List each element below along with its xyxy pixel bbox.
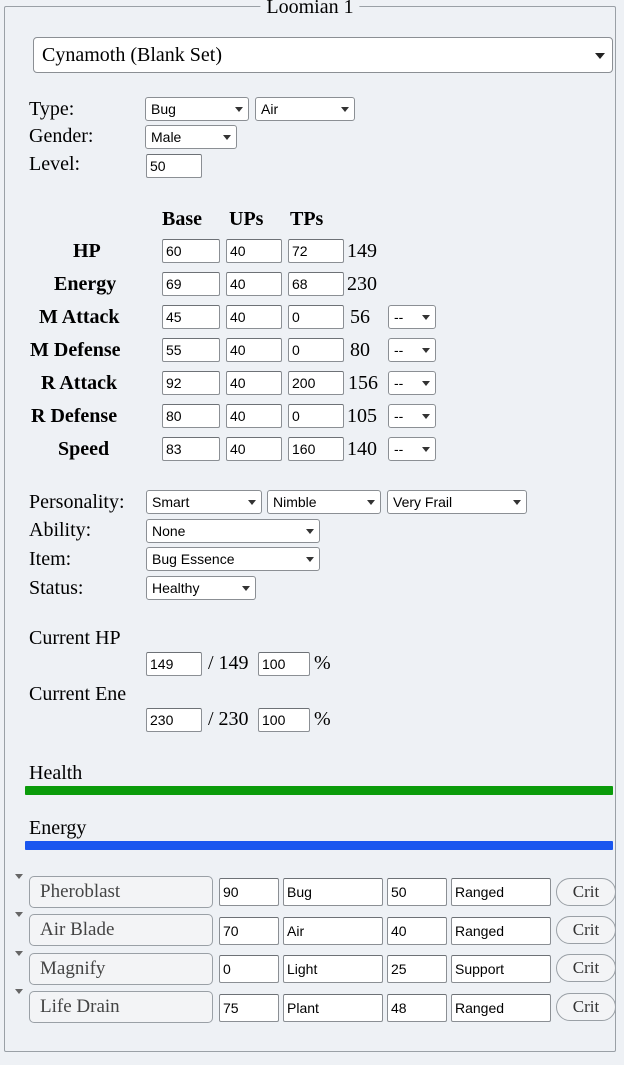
health-bar-fill	[25, 786, 613, 795]
move-category-input[interactable]	[451, 955, 551, 983]
stat-base-input[interactable]	[162, 338, 220, 362]
personality-select-wrapper	[146, 490, 262, 514]
energy-bar-track	[25, 841, 613, 850]
ability-label: Ability:	[29, 519, 92, 541]
move-type-input[interactable]	[283, 878, 383, 906]
panel-legend: Loomian 1	[260, 0, 359, 19]
current-hp-percent-sign: %	[314, 652, 331, 674]
stat-modifier-select[interactable]	[388, 404, 436, 428]
current-ene-max: / 230	[208, 708, 249, 730]
stat-tps-input[interactable]	[288, 437, 344, 461]
move-select[interactable]	[29, 876, 213, 908]
current-ene-percent-input[interactable]	[258, 708, 310, 732]
move-pp-input[interactable]	[387, 878, 447, 906]
chevron-down-icon	[15, 874, 23, 879]
stat-modifier-wrapper	[388, 371, 436, 395]
move-crit-button[interactable]: Crit	[556, 878, 616, 906]
stats-header-ups: UPs	[229, 208, 264, 230]
stat-row-label: Speed	[58, 438, 110, 460]
move-crit-button[interactable]: Crit	[556, 993, 616, 1021]
current-hp-label	[29, 624, 139, 652]
type-label: Type:	[29, 98, 75, 120]
stat-tps-input[interactable]	[288, 338, 344, 362]
move-select[interactable]	[29, 914, 213, 946]
stat-modifier-select[interactable]	[388, 437, 436, 461]
stat-modifier-select[interactable]	[388, 371, 436, 395]
item-select-wrapper	[146, 547, 320, 571]
current-ene-label	[29, 680, 139, 708]
gender-select[interactable]	[145, 125, 237, 149]
stat-tps-input[interactable]	[288, 371, 344, 395]
stat-base-input[interactable]	[162, 437, 220, 461]
stat-total: 149	[347, 240, 377, 262]
personality-down-select[interactable]	[387, 490, 527, 514]
level-input[interactable]	[146, 154, 202, 178]
stats-header-tps: TPs	[290, 208, 324, 230]
energy-bar-label: Energy	[29, 817, 87, 839]
type2-select[interactable]	[255, 97, 355, 121]
move-power-input[interactable]	[219, 994, 279, 1022]
current-ene-percent-sign: %	[314, 708, 331, 730]
move-category-input[interactable]	[451, 994, 551, 1022]
ability-select[interactable]	[146, 519, 320, 543]
stat-modifier-select[interactable]	[388, 338, 436, 362]
move-pp-input[interactable]	[387, 955, 447, 983]
stat-ups-input[interactable]	[226, 305, 282, 329]
move-pp-input[interactable]	[387, 917, 447, 945]
stat-tps-input[interactable]	[288, 404, 344, 428]
stat-modifier-select[interactable]	[388, 305, 436, 329]
stat-total: 80	[350, 339, 370, 361]
stat-modifier-wrapper	[388, 437, 436, 461]
current-hp-max: / 149	[208, 652, 249, 674]
chevron-down-icon	[15, 989, 23, 994]
item-label: Item:	[29, 548, 72, 570]
move-type-input[interactable]	[283, 994, 383, 1022]
status-label: Status:	[29, 577, 84, 599]
personality-up-select[interactable]	[267, 490, 381, 514]
move-type-input[interactable]	[283, 917, 383, 945]
stat-ups-input[interactable]	[226, 239, 282, 263]
stat-total: 105	[347, 405, 377, 427]
stat-total: 140	[347, 438, 377, 460]
current-hp-label-text: Current HP	[29, 627, 121, 649]
stat-total: 56	[350, 306, 370, 328]
move-power-input[interactable]	[219, 955, 279, 983]
move-select[interactable]	[29, 953, 213, 985]
stat-total: 230	[347, 273, 377, 295]
current-ene-input[interactable]	[146, 708, 202, 732]
move-category-input[interactable]	[451, 878, 551, 906]
personality-label: Personality:	[29, 491, 125, 513]
ability-select-wrapper	[146, 519, 320, 543]
type1-select[interactable]	[145, 97, 249, 121]
energy-bar-fill	[25, 841, 613, 850]
panel-content	[5, 7, 617, 1053]
chevron-down-icon	[15, 951, 23, 956]
loomian-panel	[4, 0, 616, 1052]
gender-label: Gender:	[29, 125, 94, 147]
health-bar-label: Health	[29, 762, 83, 784]
stats-header-base: Base	[162, 208, 202, 230]
stat-base-input[interactable]	[162, 305, 220, 329]
move-crit-button[interactable]: Crit	[556, 916, 616, 944]
stat-base-input[interactable]	[162, 272, 220, 296]
move-select[interactable]	[29, 991, 213, 1023]
item-select[interactable]	[146, 547, 320, 571]
stat-tps-input[interactable]	[288, 272, 344, 296]
stat-ups-input[interactable]	[226, 437, 282, 461]
gender-select-wrapper	[145, 125, 237, 149]
stat-ups-input[interactable]	[226, 338, 282, 362]
personality-select[interactable]	[146, 490, 262, 514]
personality-down-select-wrapper	[387, 490, 527, 514]
stat-ups-input[interactable]	[226, 272, 282, 296]
stat-row-label: Energy	[54, 273, 117, 295]
stat-row-label: R Attack	[41, 372, 118, 394]
move-power-input[interactable]	[219, 878, 279, 906]
stat-modifier-wrapper	[388, 404, 436, 428]
current-hp-percent-input[interactable]	[258, 652, 310, 676]
stat-ups-input[interactable]	[226, 404, 282, 428]
stat-row-label: R Defense	[31, 405, 118, 427]
current-hp-input[interactable]	[146, 652, 202, 676]
stat-row-label: HP	[73, 240, 101, 262]
stat-tps-input[interactable]	[288, 239, 344, 263]
stat-row-label: M Attack	[39, 306, 120, 328]
status-select[interactable]	[146, 576, 256, 600]
stat-row-label: M Defense	[30, 339, 121, 361]
current-ene-label-text: Current Ene	[29, 683, 127, 705]
level-label: Level:	[29, 153, 81, 175]
stat-base-input[interactable]	[162, 239, 220, 263]
move-type-input[interactable]	[283, 955, 383, 983]
health-bar-track	[25, 786, 613, 795]
move-crit-button[interactable]: Crit	[556, 954, 616, 982]
chevron-down-icon	[15, 912, 23, 917]
stat-total: 156	[348, 372, 378, 394]
stat-modifier-wrapper	[388, 338, 436, 362]
type1-select-wrapper	[145, 97, 249, 121]
status-select-wrapper	[146, 576, 256, 600]
stat-base-input[interactable]	[162, 371, 220, 395]
loomian-select[interactable]	[33, 37, 613, 73]
stat-base-input[interactable]	[162, 404, 220, 428]
move-power-input[interactable]	[219, 917, 279, 945]
personality-up-select-wrapper	[267, 490, 381, 514]
stat-ups-input[interactable]	[226, 371, 282, 395]
move-category-input[interactable]	[451, 917, 551, 945]
stat-tps-input[interactable]	[288, 305, 344, 329]
stat-modifier-wrapper	[388, 305, 436, 329]
type2-select-wrapper	[255, 97, 355, 121]
move-pp-input[interactable]	[387, 994, 447, 1022]
